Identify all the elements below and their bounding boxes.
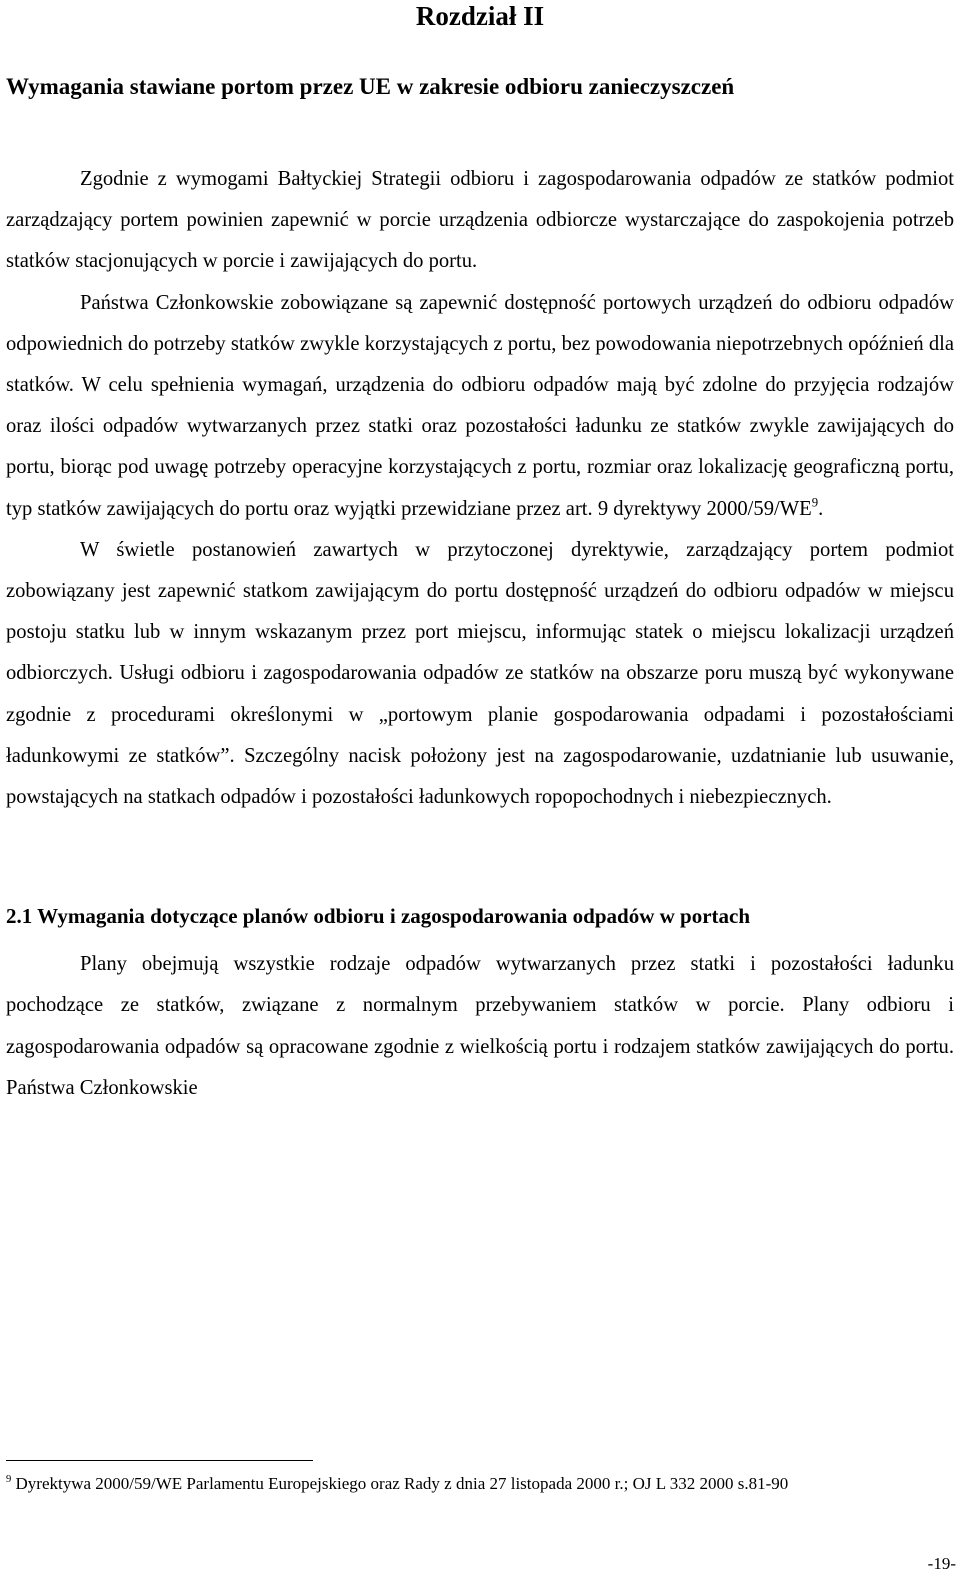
footnote [6, 1472, 946, 1496]
footnote-divider [6, 1460, 313, 1461]
paragraph-1: Zgodnie z wymogami Bałtyckiej Strategii odbioru i zagospodarowania odpadów ze statków podmiot zarządzający portem powinien zapewnić w porcie urządzenia odbiorcze wystarczające do zaspokojenia potrzeb statków stacjonujących w porcie i zawijających do portu. [6, 168, 954, 273]
paragraph-2-text: Państwa Członkowskie zobowiązane są zapewnić dostępność portowych urządzeń do odbioru odpadów odpowiednich do potrzeby statków zwykle korzystających z portu, bez powodowania niepotrzebnych opóźnień dla statków. W celu spełnienia wymagań, urządzenia do odbioru odpadów mają być zdolne do przyjęcia rodzajów oraz ilości odpadów wytwarzanych przez statki oraz pozostałości ładunku ze statków zwykle zawijających do portu, biorąc pod uwagę potrzeby operacyjne korzystających z portu, rozmiar oraz lokalizację geograficzną portu, typ statków zawijających do portu oraz wyjątki przewidziane przez art. 9 dyrektywy 2000/59/WE [6, 291, 954, 520]
document-page [6, 0, 954, 1109]
chapter-subtitle: Wymagania stawiane portom przez UE w zakresie odbioru zanieczyszczeń [6, 74, 735, 99]
paragraph-2-end: . [818, 497, 824, 520]
paragraph-3: W świetle postanowień zawartych w przytoczonej dyrektywie, zarządzający portem podmiot zobowiązany jest zapewnić statkom zawijającym do portu dostępność urządzeń do odbioru odpadów w miejscu postoju statku lub w innym wskazanym przez port miejscu, informując statek o miejscu lokalizacji urządzeń odbiorczych. Usługi odbioru i zagospodarowania odpadów ze statków na obszarze poru muszą być wykonywane zgodnie z procedurami określonymi w „portowym planie gospodarowania odpadami i pozostałościami ładunkowymi ze statków”. Szczególny nacisk położony jest na zagospodarowanie, uzdatnianie lub usuwanie, powstających na statkach odpadów i pozostałości ładunkowych ropopochodnych i niebezpiecznych. [6, 538, 954, 809]
paragraph-4: Plany obejmują wszystkie rodzaje odpadów wytwarzanych przez statki i pozostałości ładunku pochodzące ze statków, związane z normalnym przebywaniem statków w porcie. Plany odbioru i zagospodarowania odpadów są opracowane zgodnie z wielkością portu i rodzajem statków zawijających do portu. Państwa Członkowskie [6, 953, 954, 1099]
footnote-text: Dyrektywa 2000/59/WE Parlamentu Europejskiego oraz Rady z dnia 27 listopada 2000 r.; OJ L 332 2000 s.81-90 [11, 1474, 789, 1493]
chapter-title: Rozdział II [415, 1, 545, 31]
section-heading: 2.1 Wymagania dotyczące planów odbioru i zagospodarowania odpadów w portach [6, 904, 751, 929]
paragraph-2 [6, 283, 954, 530]
page-number: -19- [927, 1554, 956, 1573]
footnote-number: 9 [6, 1474, 12, 1486]
footnote-reference[interactable]: 9 [811, 495, 819, 510]
